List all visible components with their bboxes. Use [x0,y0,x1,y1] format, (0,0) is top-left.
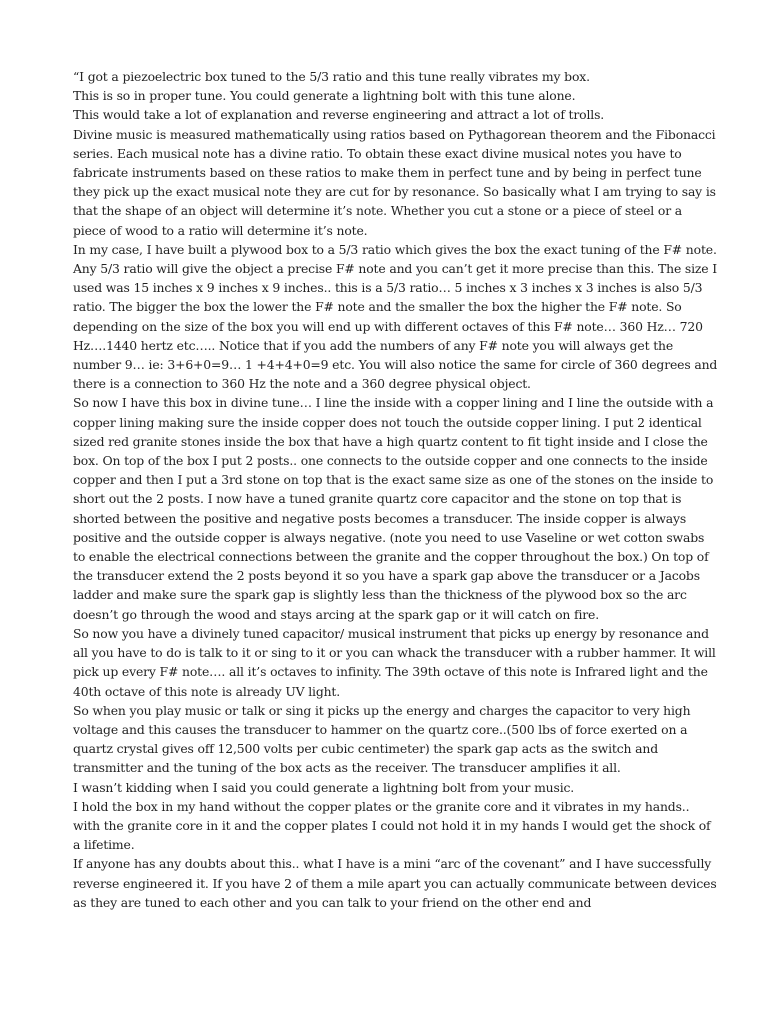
paragraph: In my case, I have built a plywood box to a 5/3 ratio which gives the box the exact tuning of the F# note. Any 5/3 ratio will give the object a precise F# note and you can’t get it more precise than this. The size I used was 15 inches x 9 inches x 9 inches.. this is a 5/3 ratio… 5 inches x 3 inches x 3 inches is also 5/3 ratio. The bigger the box the lower the F# note and the smaller the box the higher the F# note. So depending on the size of the box you will end up with different octaves of this F# note… 360 Hz… 720 Hz….1440 hertz etc….. Notice that if you add the numbers of any F# note you will always get the number 9… ie: 3+6+0=9… 1 +4+4+0=9 etc. You will also notice the same for circle of 360 degrees and there is a connection to 360 Hz the note and a 360 degree physical object. [73,241,718,392]
paragraph: So when you play music or talk or sing it picks up the energy and charges the capacitor to very high voltage and this causes the transducer to hammer on the quartz core..(500 lbs of force exerted on a quartz crystal gives off 12,500 volts per cubic centimeter) the spark gap acts as the switch and transmitter and the tuning of the box acts as the receiver. The transducer amplifies it all. [73,702,691,776]
paragraph: If anyone has any doubts about this.. what I have is a mini “arc of the covenant” and I have successfully reverse engineered it. If you have 2 of them a mile apart you can actually communicate between devices as they are tuned to each other and you can talk to your friend on the other end and [73,856,717,910]
paragraph: This would take a lot of explanation and reverse engineering and attract a lot of trolls. [73,107,605,123]
paragraph: “I got a piezoelectric box tuned to the 5/3 ratio and this tune really vibrates my box. [73,69,590,84]
document-body [73,67,718,912]
paragraph: This is so in proper tune. You could generate a lightning bolt with this tune alone. [73,88,576,104]
paragraph: So now you have a divinely tuned capacitor/ musical instrument that picks up energy by resonance and all you have to do is talk to it or sing to it or you can whack the transducer with a rubber hammer. It will pick up every F# note…. all it’s octaves to infinity. The 39th octave of this note is Infrared light and the 40th octave of this note is already UV light. [73,625,716,699]
paragraph: I wasn’t kidding when I said you could generate a lightning bolt from your music. [73,779,575,795]
paragraph: I hold the box in my hand without the copper plates or the granite core and it vibrates in my hands.. with the granite core in it and the copper plates I could not hold it in my hands I would get the shock of a lifetime. [73,798,711,853]
paragraph: Divine music is measured mathematically using ratios based on Pythagorean theorem and the Fibonacci series. Each musical note has a divine ratio. To obtain these exact divine musical notes you have to fabricate instruments based on these ratios to make them in perfect tune and by being in perfect tune they pick up the exact musical note they are cut for by resonance. So basically what I am trying to say is that the shape of an object will determine it’s note. Whether you cut a stone or a piece of steel or a piece of wood to a ratio will determine it’s note. [73,126,716,238]
paragraph: So now I have this box in divine tune… I line the inside with a copper lining and I line the outside with a copper lining making sure the inside copper does not touch the outside copper lining. I put 2 identical sized red granite stones inside the box that have a high quartz content to fit tight inside and I close the box. On top of the box I put 2 posts.. one connects to the outside copper and one connects to the inside copper and then I put a 3rd stone on top that is the exact same size as one of the stones on the inside to short out the 2 posts. I now have a tuned granite quartz core capacitor and the stone on top that is shorted between the positive and negative posts becomes a transducer. The inside copper is always positive and the outside copper is always negative. (note you need to use Vaseline or wet cotton swabs to enable the electrical connections between the granite and the copper throughout the box.) On top of the transducer extend the 2 posts beyond it so you have a spark gap above the transducer or a Jacobs ladder and make sure the spark gap is slightly less than the thickness of the plywood box so the arc doesn’t go through the wood and stays arcing at the spark gap or it will catch on fire. [73,395,714,622]
